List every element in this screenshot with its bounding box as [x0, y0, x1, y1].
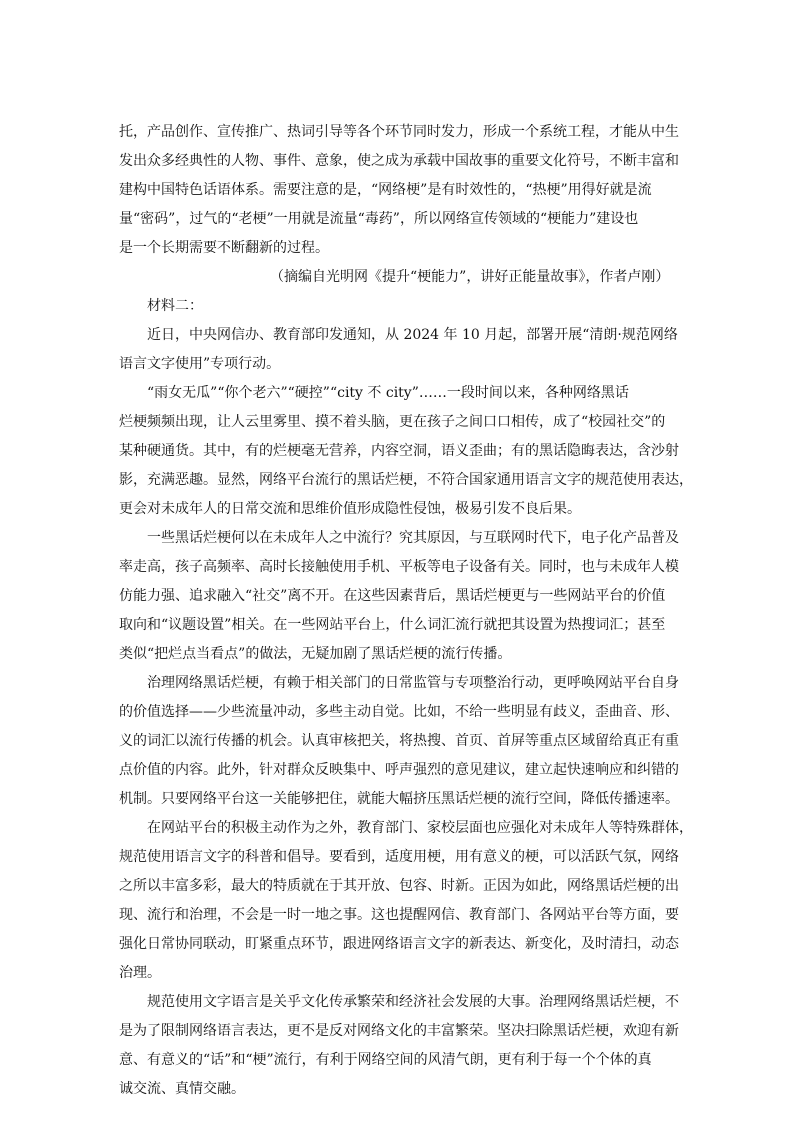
- text-line: 在网站平台的积极主动作为之外，教育部门、家校层面也应强化对未成年人等特殊群体，: [147, 820, 693, 836]
- text-line: 规范使用语言文字的科普和倡导。要看到，适度用梗，用有意义的梗，可以活跃气氛，网络: [119, 849, 679, 865]
- text-line: 治理。: [119, 965, 161, 981]
- material-heading: 材料二：: [147, 298, 203, 314]
- text-line: 仿能力强、追求融入“社交”离不开。在这些因素背后，黑话烂梗更与一些网站平台的价值: [119, 588, 666, 604]
- text-line: 之所以丰富多彩，最大的特质就在于其开放、包容、时新。正因为如此，网络黑话烂梗的出: [119, 878, 679, 894]
- text-line: 类似“把烂点当看点”的做法，无疑加剧了黑话烂梗的流行传播。: [119, 646, 512, 662]
- text-line: 机制。只要网络平台这一关能够把住，就能大幅挤压黑话烂梗的流行空间，降低传播速率。: [119, 791, 679, 807]
- text-line: “雨女无瓜”“你个老六”“硬控”“city 不 city”……一段时间以来，各种网络黑话: [147, 385, 629, 401]
- text-line: 是一个长期需要不断翻新的过程。: [119, 240, 329, 256]
- text-line: 量“密码”，过气的“老梗”一用就是流量“毒药”，所以网络宣传领域的“梗能力”建设也: [119, 211, 639, 227]
- text-line: 近日，中央网信办、教育部印发通知，从 2024 年 10 月起，部署开展“清朗·规范网络: [147, 327, 678, 343]
- text-line: 托，产品创作、宣传推广、热词引导等各个环节同时发力，形成一个系统工程，才能从中生: [119, 124, 679, 140]
- text-line: 诚交流、真情交融。: [119, 1081, 245, 1097]
- text-line: 义的词汇以流行传播的机会。认真审核把关，将热搜、首页、首屏等重点区域留给真正有重: [119, 733, 679, 749]
- text-line: 烂梗频频出现，让人云里雾里、摸不着头脑，更在孩子之间口口相传，成了“校园社交”的: [119, 414, 666, 430]
- text-line: 意、有意义的“话”和“梗”流行，有利于网络空间的风清气朗，更有利于每一个个体的真: [119, 1052, 652, 1068]
- text-line: 某种硬通货。其中，有的烂梗毫无营养，内容空洞，语义歪曲；有的黑话隐晦表达，含沙射: [119, 443, 679, 459]
- text-line: 取向和“议题设置”相关。在一些网站平台上，什么词汇流行就把其设置为热搜词汇；甚至: [119, 617, 666, 633]
- text-line: 语言文字使用”专项行动。: [119, 356, 281, 372]
- text-line: 现、流行和治理，不会是一时一地之事。这也提醒网信、教育部门、各网站平台等方面，要: [119, 907, 679, 923]
- text-line: 强化日常协同联动，盯紧重点环节，跟进网络语言文字的新表达、新变化，及时清扫，动态: [119, 936, 679, 952]
- text-line: 的价值选择——少些流量冲动，多些主动自觉。比如，不给一些明显有歧义，歪曲音、形、: [119, 704, 679, 720]
- text-line: 发出众多经典性的人物、事件、意象，使之成为承载中国故事的重要文化符号，不断丰富和: [119, 153, 679, 169]
- text-line: 点价值的内容。此外，针对群众反映集中、呼声强烈的意见建议，建立起快速响应和纠错的: [119, 762, 679, 778]
- text-line: 一些黑话烂梗何以在未成年人之中流行？究其原因，与互联网时代下，电子化产品普及: [147, 530, 679, 546]
- text-line: 规范使用文字语言是关乎文化传承繁荣和经济社会发展的大事。治理网络黑话烂梗，不: [147, 994, 679, 1010]
- text-line: 是为了限制网络语言表达，更不是反对网络文化的丰富繁荣。坚决扫除黑话烂梗，欢迎有新: [119, 1023, 679, 1039]
- text-line: 更会对未成年人的日常交流和思维价值形成隐性侵蚀，极易引发不良后果。: [119, 501, 581, 517]
- text-line: 建构中国特色话语体系。需要注意的是，“网络梗”是有时效性的，“热梗”用得好就是流: [119, 182, 652, 198]
- text-line: 影，充满恶趣。显然，网络平台流行的黑话烂梗，不符合国家通用语言文字的规范使用表达，: [119, 472, 693, 488]
- source-attribution: （摘编自光明网《提升“梗能力”，讲好正能量故事》，作者卢刚）: [270, 269, 670, 285]
- text-line: 治理网络黑话烂梗，有赖于相关部门的日常监管与专项整治行动，更呼唤网站平台自身: [147, 675, 679, 691]
- text-line: 率走高，孩子高频率、高时长接触使用手机、平板等电子设备有关。同时，也与未成年人模: [119, 559, 679, 575]
